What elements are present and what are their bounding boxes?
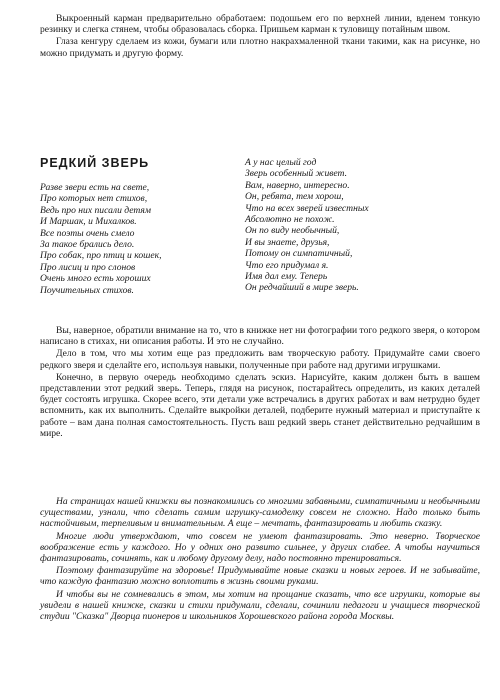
- poem-line: Он по виду необычный,: [245, 225, 340, 237]
- poem-right-column: [245, 157, 480, 294]
- poem-line: Он редчайший в мире зверь.: [245, 282, 359, 294]
- poem-line: Ведь про них писали детям: [40, 204, 152, 216]
- poem-title: РЕДКИЙ ЗВЕРЬ: [40, 156, 150, 170]
- poem-line: А у нас целый год: [245, 157, 317, 168]
- poem-line: И Маршак, и Михалков.: [40, 216, 137, 228]
- body-paragraph: Конечно, в первую очередь необходимо сделать эскиз. Нарисуйте, каким должен быть в вашем представлении этот редкий зверь. Теперь, глядя на рисунок, постарайтесь определить, из каких деталей будет состоять игрушка. Скорее всего, эти детали уже встречались в других работах и вам нетрудно будет вспомнить, как их выполнить. Сделайте выкройки деталей, подберите нужный материал и приступайте к работе – вам дана полная самостоятельность. Пусть ваш редкий зверь станет действительно редчайшим в мире.: [40, 371, 480, 439]
- intro-paragraph: Выкроенный карман предварительно обработаем: подошьем его по верхней линии, вденем тонкую резинку и слегка стянем, чтобы образовалась сборка. Пришьем карман к туловищу потайным швом.: [40, 13, 480, 36]
- intro-paragraph: Глаза кенгуру сделаем из кожи, бумаги или плотно накрахмаленной ткани такими, как на рисунке, но можно придумать и другую форму.: [40, 36, 480, 59]
- poem-left-column: [40, 182, 240, 296]
- closing-paragraph: На страницах нашей книжки вы познакомились со многими забавными, симпатичными и необычными существами, узнали, что сделать самим игрушку-самоделку совсем не сложно. Надо только быть настойчивым, терпеливым и внимательным. А еще – мечтать, фантазировать и любить сказку.: [40, 496, 480, 530]
- poem-line: Что на всех зверей известных: [245, 202, 369, 214]
- poem-line: Имя дал ему. Теперь: [245, 271, 328, 283]
- poem-line: Все поэты очень смело: [40, 227, 135, 239]
- poem-line: Вам, наверно, интересно.: [245, 179, 350, 191]
- poem-line: Абсолютно не похож.: [245, 214, 335, 226]
- poem-line: Про которых нет стихов,: [40, 193, 148, 205]
- closing-section: [40, 496, 480, 622]
- poem-line: Про собак, про птиц и кошек,: [40, 250, 162, 262]
- poem-line: Разве звери есть на свете,: [40, 182, 150, 193]
- poem-line: Очень много есть хороших: [40, 273, 151, 285]
- poem-line: Поучительных стихов.: [40, 284, 134, 296]
- poem-line: За такое брались дело.: [40, 239, 135, 251]
- poem-line: И вы знаете, друзья,: [245, 236, 330, 248]
- body-paragraph: Вы, наверное, обратили внимание на то, что в книжке нет ни фотографии того редкого зверя, о котором написано в стихах, ни описания работы. И это не случайно.: [40, 325, 480, 348]
- intro-section: [40, 13, 480, 59]
- poem-line: Что его придумал я.: [245, 259, 329, 271]
- poem-line: Потому он симпатичный,: [245, 248, 353, 260]
- poem-line: Про лисиц и про слонов: [40, 261, 136, 273]
- closing-paragraph: Многие люди утверждают, что совсем не умеют фантазировать. Это неверно. Творческое воображение есть у каждого. Но у одних оно развито сильнее, у других слабее. А чтобы научиться фантазировать, сочинять, как и любому другому делу, надо постоянно тренироваться.: [40, 530, 480, 565]
- closing-paragraph: И чтобы вы не сомневались в этом, мы хотим на прощание сказать, что все игрушки, которые вы увидели в нашей книжке, сказки и стихи придумали, сделали, сочинили педагоги и учащиеся творческой студии "Сказка" Дворца пионеров и школьников Хорошевского района города Москвы.: [40, 588, 480, 623]
- body-paragraph: Дело в том, что мы хотим еще раз предложить вам творческую работу. Придумайте сами своего редкого зверя и сделайте его, используя навыки, полученные при работе над другими игрушками.: [40, 348, 480, 371]
- poem-line: Он, ребята, тем хорош,: [245, 191, 344, 203]
- body-section: [40, 325, 480, 439]
- poem-line: Зверь особенный живет.: [245, 168, 347, 180]
- closing-paragraph: Поэтому фантазируйте на здоровье! Придумывайте новые сказки и новых героев. И не забывайте, что каждую фантазию можно воплотить в жизнь своими руками.: [40, 565, 480, 588]
